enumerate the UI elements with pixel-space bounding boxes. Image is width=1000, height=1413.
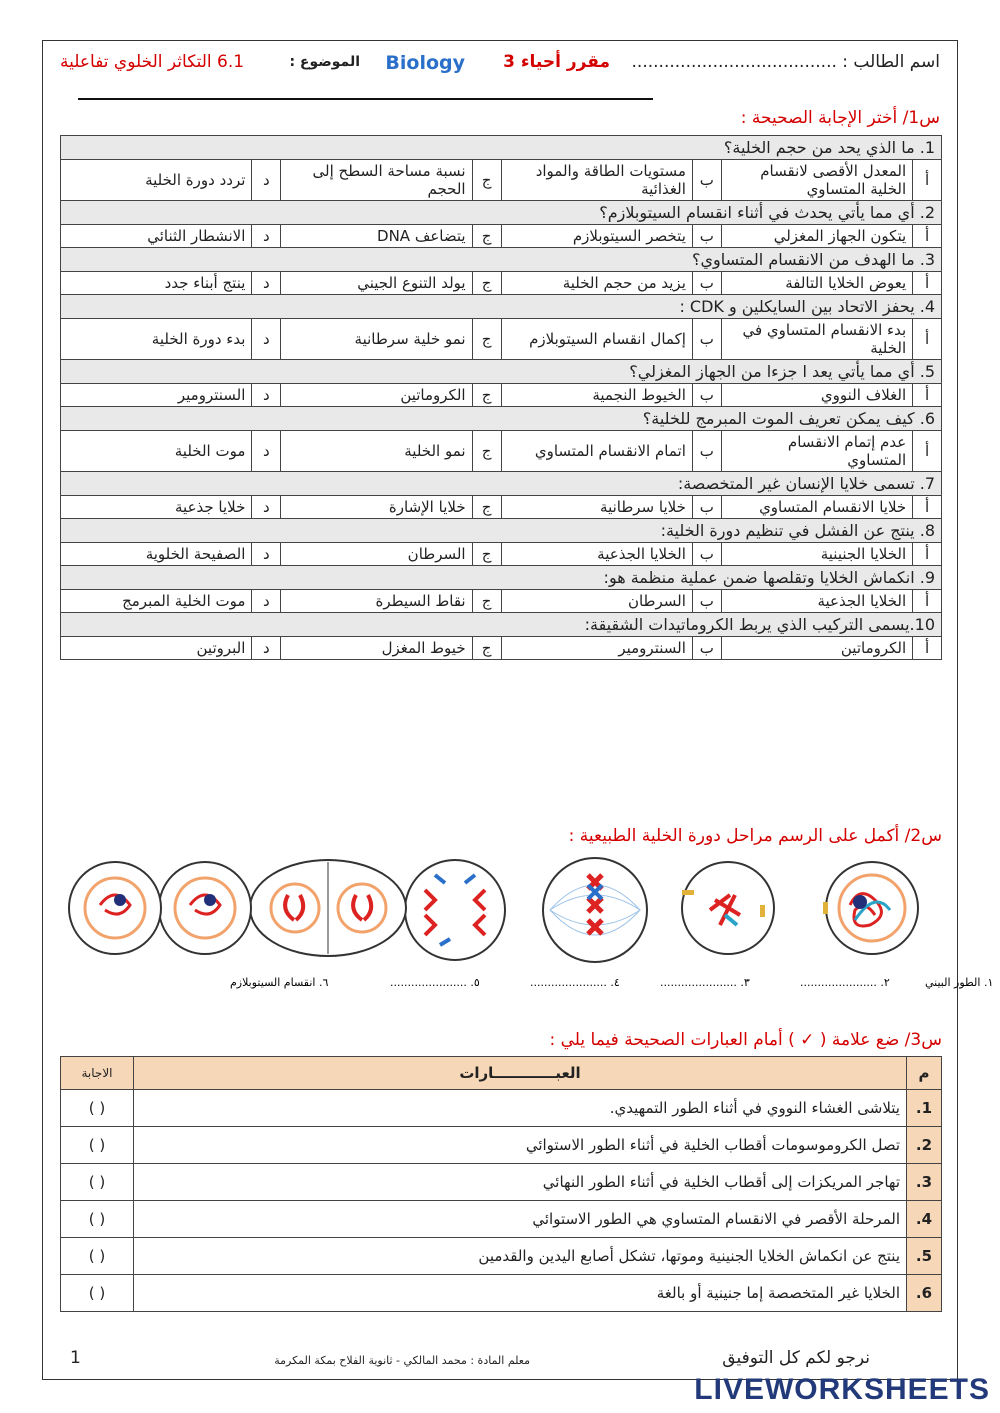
- stage-label-6: ٦. انقسام السيتوبلازم: [230, 976, 329, 989]
- statement-text: تصل الكروموسومات أقطاب الخلية في أثناء الطور الاستوائي: [134, 1127, 907, 1164]
- option-letter-c: ج: [472, 590, 501, 613]
- true-false-table: [60, 1056, 942, 1312]
- question-text: 3. ما الهدف من الانقسام المتساوي؟: [61, 248, 942, 272]
- statement-text: ينتج عن انكماش الخلايا الجنينية وموتها، تشكل أصابع اليدين والقدمين: [134, 1238, 907, 1275]
- question-row: [61, 613, 942, 637]
- options-row: [61, 272, 942, 295]
- option-letter-a: أ: [913, 431, 942, 472]
- answer-box[interactable]: ( ): [61, 1090, 134, 1127]
- option-letter-a: أ: [913, 319, 942, 360]
- question-row: [61, 360, 942, 384]
- option-letter-d: د: [252, 543, 281, 566]
- option-letter-b: ب: [692, 543, 721, 566]
- option-letter-c: ج: [472, 319, 501, 360]
- question-row: [61, 248, 942, 272]
- q2-title: س2/ أكمل على الرسم مراحل دورة الخلية الطبيعية :: [568, 826, 942, 846]
- col-answer-header: الاجابة: [61, 1057, 134, 1090]
- cell-cycle-diagram: [60, 850, 994, 1000]
- option-letter-a: أ: [913, 160, 942, 201]
- question-row: [61, 519, 942, 543]
- col-statement-header: العبــــــــــــارات: [134, 1057, 907, 1090]
- option-letter-d: د: [252, 496, 281, 519]
- option-a[interactable]: الغلاف النووي: [721, 384, 912, 407]
- question-row: [61, 295, 942, 319]
- statement-text: يتلاشى الغشاء النووي في أثناء الطور التمهيدي.: [134, 1090, 907, 1127]
- option-a[interactable]: المعدل الأقصى لانقسام الخلية المتساوي: [721, 160, 912, 201]
- option-c[interactable]: نسبة مساحة السطح إلى الحجم: [281, 160, 472, 201]
- option-a[interactable]: الخلايا الجنينية: [721, 543, 912, 566]
- topic-title: 6.1 التكاثر الخلوي تفاعلية: [60, 52, 245, 72]
- option-letter-b: ب: [692, 225, 721, 248]
- statement-number: 4.: [907, 1201, 942, 1238]
- option-d[interactable]: بدء دورة الخلية: [61, 319, 252, 360]
- option-letter-b: ب: [692, 590, 721, 613]
- question-text: 6. كيف يمكن تعريف الموت المبرمج للخلية؟: [61, 407, 942, 431]
- footer-teacher: معلم المادة : محمد المالكي - ثانوية الفلاح بمكة المكرمة: [274, 1354, 530, 1367]
- statement-row: [61, 1201, 942, 1238]
- page-number: 1: [70, 1348, 81, 1368]
- option-a[interactable]: بدء الانقسام المتساوي في الخلية: [721, 319, 912, 360]
- stage-label-5[interactable]: ٥. ......................: [390, 976, 480, 989]
- option-c[interactable]: نمو خلية سرطانية: [281, 319, 472, 360]
- statement-row: [61, 1090, 942, 1127]
- option-a[interactable]: الكروماتين: [721, 637, 912, 660]
- options-row: [61, 496, 942, 519]
- option-c[interactable]: يتضاعف DNA: [281, 225, 472, 248]
- option-b[interactable]: إكمال انقسام السيتوبلازم: [501, 319, 692, 360]
- statement-text: المرحلة الأقصر في الانقسام المتساوي هي الطور الاستوائي: [134, 1201, 907, 1238]
- option-letter-a: أ: [913, 637, 942, 660]
- option-letter-b: ب: [692, 496, 721, 519]
- q3-title: س3/ ضع علامة ( ✓ ) أمام العبارات الصحيحة فيما يلي :: [549, 1030, 942, 1050]
- stage-label-3[interactable]: ٣. ......................: [660, 976, 750, 989]
- mcq-table: [60, 135, 942, 660]
- statement-text: تهاجر المريكزات إلى أقطاب الخلية في أثناء الطور النهائي: [134, 1164, 907, 1201]
- option-letter-c: ج: [472, 431, 501, 472]
- option-letter-b: ب: [692, 272, 721, 295]
- option-d[interactable]: موت الخلية: [61, 431, 252, 472]
- question-text: 4. يحفز الاتحاد بين السايكلين و CDK :: [61, 295, 942, 319]
- answer-box[interactable]: ( ): [61, 1127, 134, 1164]
- course-title: مقرر أحياء 3: [503, 52, 610, 72]
- option-letter-d: د: [252, 225, 281, 248]
- statement-row: [61, 1127, 942, 1164]
- biology-label: Biology: [385, 52, 465, 74]
- question-row: [61, 472, 942, 496]
- option-letter-a: أ: [913, 543, 942, 566]
- options-row: [61, 160, 942, 201]
- option-letter-d: د: [252, 319, 281, 360]
- option-letter-a: أ: [913, 496, 942, 519]
- option-letter-b: ب: [692, 384, 721, 407]
- statement-number: 3.: [907, 1164, 942, 1201]
- statement-number: 5.: [907, 1238, 942, 1275]
- option-c[interactable]: خلايا الإشارة: [281, 496, 472, 519]
- option-b[interactable]: السنترومير: [501, 637, 692, 660]
- option-a[interactable]: عدم إتمام الانقسام المتساوي: [721, 431, 912, 472]
- option-b[interactable]: الخلايا الجذعية: [501, 543, 692, 566]
- option-d[interactable]: موت الخلية المبرمج: [61, 590, 252, 613]
- question-text: 9. انكماش الخلايا وتقلصها ضمن عملية منظمة هو:: [61, 566, 942, 590]
- question-row: [61, 566, 942, 590]
- question-text: 7. تسمى خلايا الإنسان غير المتخصصة:: [61, 472, 942, 496]
- divider: [78, 98, 653, 100]
- answer-box[interactable]: ( ): [61, 1201, 134, 1238]
- option-b[interactable]: يزيد من حجم الخلية: [501, 272, 692, 295]
- option-letter-c: ج: [472, 543, 501, 566]
- options-row: [61, 319, 942, 360]
- option-c[interactable]: يولد التنوع الجيني: [281, 272, 472, 295]
- cell-stage-4-anaphase: [405, 860, 505, 960]
- question-text: 10.يسمى التركيب الذي يربط الكروماتيدات الشقيقة:: [61, 613, 942, 637]
- answer-box[interactable]: ( ): [61, 1275, 134, 1312]
- option-d[interactable]: ينتج أبناء جدد: [61, 272, 252, 295]
- option-d[interactable]: الانشطار الثنائي: [61, 225, 252, 248]
- option-letter-a: أ: [913, 225, 942, 248]
- question-row: [61, 201, 942, 225]
- statement-row: [61, 1164, 942, 1201]
- option-letter-b: ب: [692, 431, 721, 472]
- options-row: [61, 225, 942, 248]
- cell-stage-1-interphase: [823, 862, 918, 954]
- option-c[interactable]: خيوط المغزل: [281, 637, 472, 660]
- option-letter-c: ج: [472, 160, 501, 201]
- stage-label-2[interactable]: ٢. ......................: [800, 976, 890, 989]
- options-row: [61, 590, 942, 613]
- option-c[interactable]: السرطان: [281, 543, 472, 566]
- option-d[interactable]: خلايا جذعية: [61, 496, 252, 519]
- options-row: [61, 637, 942, 660]
- option-letter-d: د: [252, 272, 281, 295]
- option-d[interactable]: السنترومير: [61, 384, 252, 407]
- option-letter-b: ب: [692, 319, 721, 360]
- header: [60, 46, 940, 80]
- student-name-label: اسم الطالب : ......................................: [631, 52, 940, 72]
- option-letter-b: ب: [692, 637, 721, 660]
- statement-number: 2.: [907, 1127, 942, 1164]
- option-letter-c: ج: [472, 225, 501, 248]
- cell-stage-2: [682, 862, 774, 954]
- option-letter-a: أ: [913, 590, 942, 613]
- option-a[interactable]: يعوض الخلايا التالفة: [721, 272, 912, 295]
- question-text: 1. ما الذي يحد من حجم الخلية؟: [61, 136, 942, 160]
- question-row: [61, 407, 942, 431]
- col-number-header: م: [907, 1057, 942, 1090]
- option-letter-d: د: [252, 590, 281, 613]
- option-a[interactable]: الخلايا الجذعية: [721, 590, 912, 613]
- option-letter-a: أ: [913, 384, 942, 407]
- question-text: 5. أي مما يأتي يعد ا جزءا من الجهاز المغزلي؟: [61, 360, 942, 384]
- option-letter-c: ج: [472, 384, 501, 407]
- cell-stage-6-cytokinesis: [69, 862, 251, 954]
- answer-box[interactable]: ( ): [61, 1164, 134, 1201]
- option-d[interactable]: البروتين: [61, 637, 252, 660]
- question-row: [61, 136, 942, 160]
- option-b[interactable]: مستويات الطاقة والمواد الغذائية: [501, 160, 692, 201]
- statement-row: [61, 1275, 942, 1312]
- option-letter-d: د: [252, 637, 281, 660]
- options-row: [61, 431, 942, 472]
- statement-number: 6.: [907, 1275, 942, 1312]
- option-b[interactable]: اتمام الانقسام المتساوي: [501, 431, 692, 472]
- option-d[interactable]: الصفيحة الخلوية: [61, 543, 252, 566]
- option-d[interactable]: تردد دورة الخلية: [61, 160, 252, 201]
- statement-text: الخلايا غير المتخصصة إما جنينية أو بالغة: [134, 1275, 907, 1312]
- option-letter-d: د: [252, 160, 281, 201]
- option-b[interactable]: خلايا سرطانية: [501, 496, 692, 519]
- option-a[interactable]: خلايا الانقسام المتساوي: [721, 496, 912, 519]
- question-text: 2. أي مما يأتي يحدث في أثناء انقسام السيتوبلازم؟: [61, 201, 942, 225]
- statement-number: 1.: [907, 1090, 942, 1127]
- option-letter-b: ب: [692, 160, 721, 201]
- option-c[interactable]: نقاط السيطرة: [281, 590, 472, 613]
- question-text: 8. ينتج عن الفشل في تنظيم دورة الخلية:: [61, 519, 942, 543]
- footer-wish: نرجو لكم كل التوفيق: [722, 1348, 870, 1368]
- topic-label: الموضوع :: [289, 54, 360, 70]
- stage-label-4[interactable]: ٤. ......................: [530, 976, 620, 989]
- stage-label-1: ١. الطور البيني: [925, 976, 994, 989]
- q1-title: س1/ أختر الإجابة الصحيحة :: [740, 108, 940, 128]
- option-b[interactable]: الخيوط النجمية: [501, 384, 692, 407]
- option-letter-c: ج: [472, 637, 501, 660]
- option-b[interactable]: السرطان: [501, 590, 692, 613]
- options-row: [61, 384, 942, 407]
- answer-box[interactable]: ( ): [61, 1238, 134, 1275]
- option-c[interactable]: نمو الخلية: [281, 431, 472, 472]
- statement-row: [61, 1238, 942, 1275]
- option-b[interactable]: يتخصر السيتوبلازم: [501, 225, 692, 248]
- option-c[interactable]: الكروماتين: [281, 384, 472, 407]
- liveworksheets-logo: LIVEWORKSHEETS: [694, 1373, 990, 1406]
- cell-stage-3-metaphase: [543, 858, 647, 962]
- options-row: [61, 543, 942, 566]
- option-letter-c: ج: [472, 496, 501, 519]
- option-letter-a: أ: [913, 272, 942, 295]
- option-letter-d: د: [252, 431, 281, 472]
- option-letter-d: د: [252, 384, 281, 407]
- cell-stage-5-telophase: [250, 860, 406, 956]
- option-letter-c: ج: [472, 272, 501, 295]
- option-a[interactable]: يتكون الجهاز المغزلي: [721, 225, 912, 248]
